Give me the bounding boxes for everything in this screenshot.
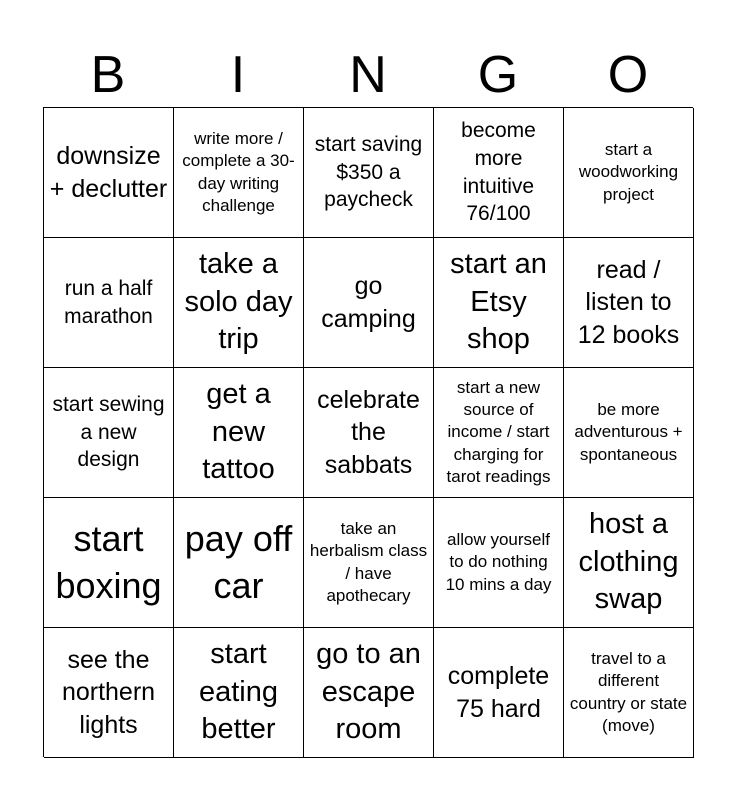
cell-text: start a new source of income / start charging for tarot readings <box>446 378 551 486</box>
cell-text: take an herbalism class / have apothecary <box>309 519 428 605</box>
cell-text: allow yourself to do nothing 10 mins a day <box>445 530 552 594</box>
cell-text: start boxing <box>55 518 162 606</box>
bingo-cell[interactable] <box>304 368 434 498</box>
cell-text: be more adventurous + spontaneous <box>574 400 683 464</box>
bingo-cell[interactable] <box>174 368 304 498</box>
bingo-cell[interactable] <box>564 238 694 368</box>
bingo-cell[interactable] <box>304 498 434 628</box>
bingo-cell[interactable] <box>304 238 434 368</box>
bingo-cell[interactable] <box>304 628 434 758</box>
bingo-header <box>43 44 693 106</box>
cell-text: start saving $350 a paycheck <box>314 132 423 212</box>
cell-text: start an Etsy shop <box>450 247 547 356</box>
bingo-cell[interactable] <box>434 108 564 238</box>
bingo-cell[interactable] <box>174 108 304 238</box>
bingo-cell[interactable] <box>174 238 304 368</box>
bingo-cell[interactable] <box>44 368 174 498</box>
bingo-cell[interactable] <box>44 628 174 758</box>
header-letter-i: I <box>230 46 246 104</box>
bingo-cell[interactable] <box>174 628 304 758</box>
cell-text: get a new tattoo <box>202 377 275 486</box>
cell-text: start eating better <box>198 637 278 746</box>
bingo-cell[interactable] <box>44 498 174 628</box>
cell-text: start a woodworking project <box>578 140 679 204</box>
bingo-cell[interactable] <box>174 498 304 628</box>
bingo-cell[interactable] <box>434 498 564 628</box>
bingo-cell[interactable] <box>44 108 174 238</box>
cell-text: pay off car <box>184 518 293 606</box>
header-letter-o: O <box>607 46 649 104</box>
bingo-grid <box>43 107 693 757</box>
cell-text: host a clothing swap <box>578 507 679 616</box>
bingo-cell[interactable] <box>564 368 694 498</box>
cell-text: complete 75 hard <box>447 662 550 723</box>
bingo-cell[interactable] <box>434 238 564 368</box>
bingo-cell[interactable] <box>434 628 564 758</box>
cell-text: travel to a different country or state (move) <box>569 649 688 735</box>
cell-text: see the northern lights <box>61 645 156 739</box>
bingo-cell[interactable] <box>564 628 694 758</box>
bingo-cell[interactable] <box>564 108 694 238</box>
cell-text: downsize + declutter <box>49 142 168 203</box>
cell-text: start sewing a new design <box>52 392 165 472</box>
bingo-cell[interactable] <box>564 498 694 628</box>
header-letter-g: G <box>477 46 519 104</box>
bingo-cell[interactable] <box>44 238 174 368</box>
cell-text: go to an escape room <box>316 637 421 746</box>
header-letter-n: N <box>349 46 387 104</box>
cell-text: take a solo day trip <box>184 247 293 356</box>
cell-text: go camping <box>321 272 416 333</box>
cell-text: become more intuitive 76/100 <box>461 118 536 226</box>
bingo-cell[interactable] <box>304 108 434 238</box>
cell-text: celebrate the sabbats <box>317 385 420 479</box>
cell-text: write more / complete a 30-day writing challenge <box>182 129 295 215</box>
cell-text: read / listen to 12 books <box>577 255 680 349</box>
bingo-cell[interactable] <box>434 368 564 498</box>
cell-text: run a half marathon <box>64 276 153 328</box>
header-letter-b: B <box>90 46 126 104</box>
